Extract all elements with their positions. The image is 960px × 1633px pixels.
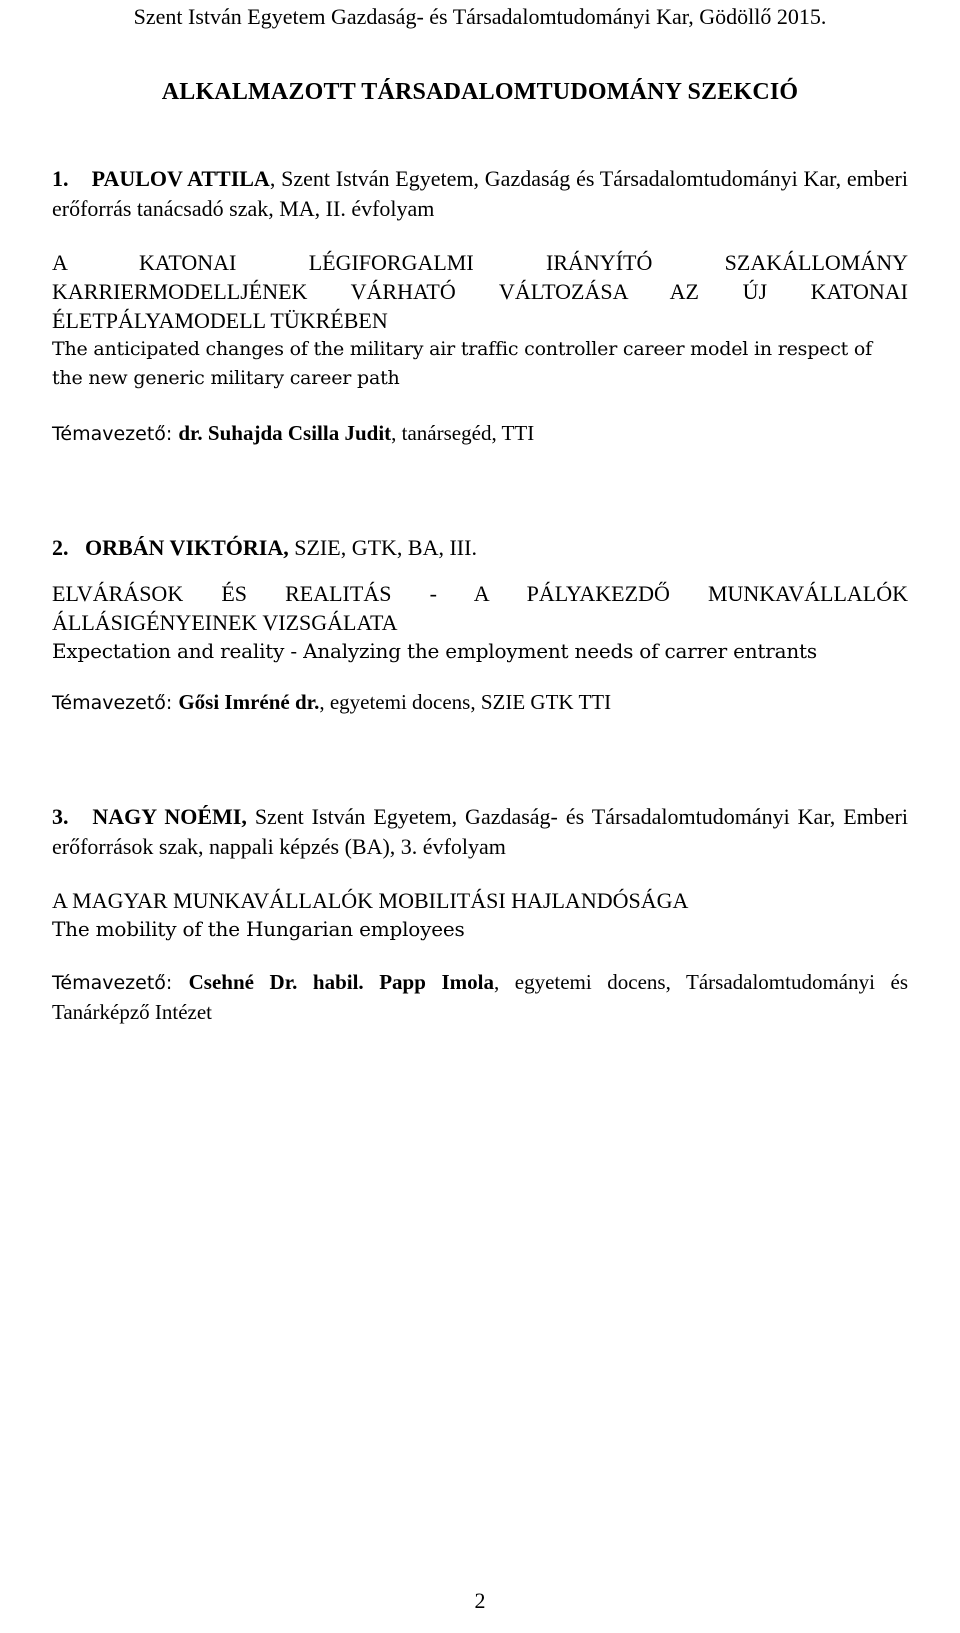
- entry-1-supervisor-label: Témavezető:: [52, 423, 179, 445]
- section-title: ALKALMAZOTT TÁRSADALOMTUDOMÁNY SZEKCIÓ: [161, 79, 799, 105]
- entry-1-supervisor: [52, 419, 908, 449]
- entry-2-supervisor-name: Gősi Imréné dr.: [178, 690, 320, 714]
- entry-3-supervisor-name: Csehné Dr. habil. Papp Imola: [188, 970, 494, 994]
- entry-2: [52, 533, 908, 718]
- entry-1-affiliation: , Szent István Egyetem, Gazdaság és Társadalomtudományi Kar, emberi erőforrás tanácsadó szak, MA, II. évfolyam: [52, 166, 908, 221]
- entry-1-hu-title-line3: ÉLETPÁLYAMODELL TÜKRÉBEN: [52, 308, 388, 333]
- entry-3-supervisor-label: Témavezető:: [52, 972, 189, 994]
- entry-1-hu-title-line2: KARRIERMODELLJÉNEK VÁRHATÓ VÁLTOZÁSA AZ ÚJ KATONAI: [52, 279, 908, 304]
- entry-2-hungarian-title: ELVÁRÁSOK ÉS REALITÁS - A PÁLYAKEZDŐ MUNKAVÁLLALÓK ÁLLÁSIGÉNYEINEK VIZSGÁLATA: [52, 581, 908, 635]
- entry-1-supervisor-name: dr. Suhajda Csilla Judit: [178, 421, 392, 445]
- entry-2-english-title: Expectation and reality - Analyzing the employment needs of carrer entrants: [52, 639, 817, 663]
- entry-1-hungarian-title: [52, 248, 908, 335]
- running-head: Szent István Egyetem Gazdaság- és Társadalomtudományi Kar, Gödöllő 2015.: [133, 4, 827, 29]
- entry-1: [52, 164, 908, 449]
- entry-1-author-name: PAULOV ATTILA: [91, 166, 270, 191]
- entry-3-supervisor-position: , egyetemi docens, Társadalomtudományi és Tanárképző Intézet: [52, 970, 908, 1024]
- entry-1-number: 1.: [52, 166, 69, 191]
- entry-2-author-line: [52, 533, 908, 563]
- entry-2-supervisor: [52, 688, 908, 718]
- entry-3-supervisor: [52, 968, 908, 1027]
- entry-2-supervisor-position: , egyetemi docens, SZIE GTK TTI: [319, 690, 612, 714]
- entry-2-supervisor-label: Témavezető:: [52, 692, 179, 714]
- entry-1-english-title: The anticipated changes of the military air traffic controller career model in respect of the new generic military career path: [52, 338, 872, 389]
- entry-3-author-name: NAGY NOÉMI,: [92, 804, 247, 829]
- entry-2-affiliation: SZIE, GTK, BA, III.: [288, 535, 477, 560]
- entry-1-hu-title-line1: A KATONAI LÉGIFORGALMI IRÁNYÍTÓ SZAKÁLLOMÁNY: [52, 250, 908, 275]
- entry-3-english-title: The mobility of the Hungarian employees: [52, 917, 465, 941]
- page-number: 2: [474, 1588, 486, 1613]
- entry-3-affiliation: Szent István Egyetem, Gazdaság- és Társadalomtudományi Kar, Emberi erőforrások szak, nappali képzés (BA), 3. évfolyam: [52, 804, 908, 859]
- entry-1-supervisor-position: , tanársegéd, TTI: [391, 421, 535, 445]
- entry-3-author-line: [52, 802, 908, 862]
- entry-1-author-line: [52, 164, 908, 224]
- entry-3: [52, 802, 908, 1027]
- entry-3-number: 3.: [52, 804, 69, 829]
- entry-3-hungarian-title: A MAGYAR MUNKAVÁLLALÓK MOBILITÁSI HAJLANDÓSÁGA: [52, 888, 689, 913]
- entry-2-number: 2.: [52, 535, 69, 560]
- entry-2-author-name: ORBÁN VIKTÓRIA,: [85, 535, 289, 560]
